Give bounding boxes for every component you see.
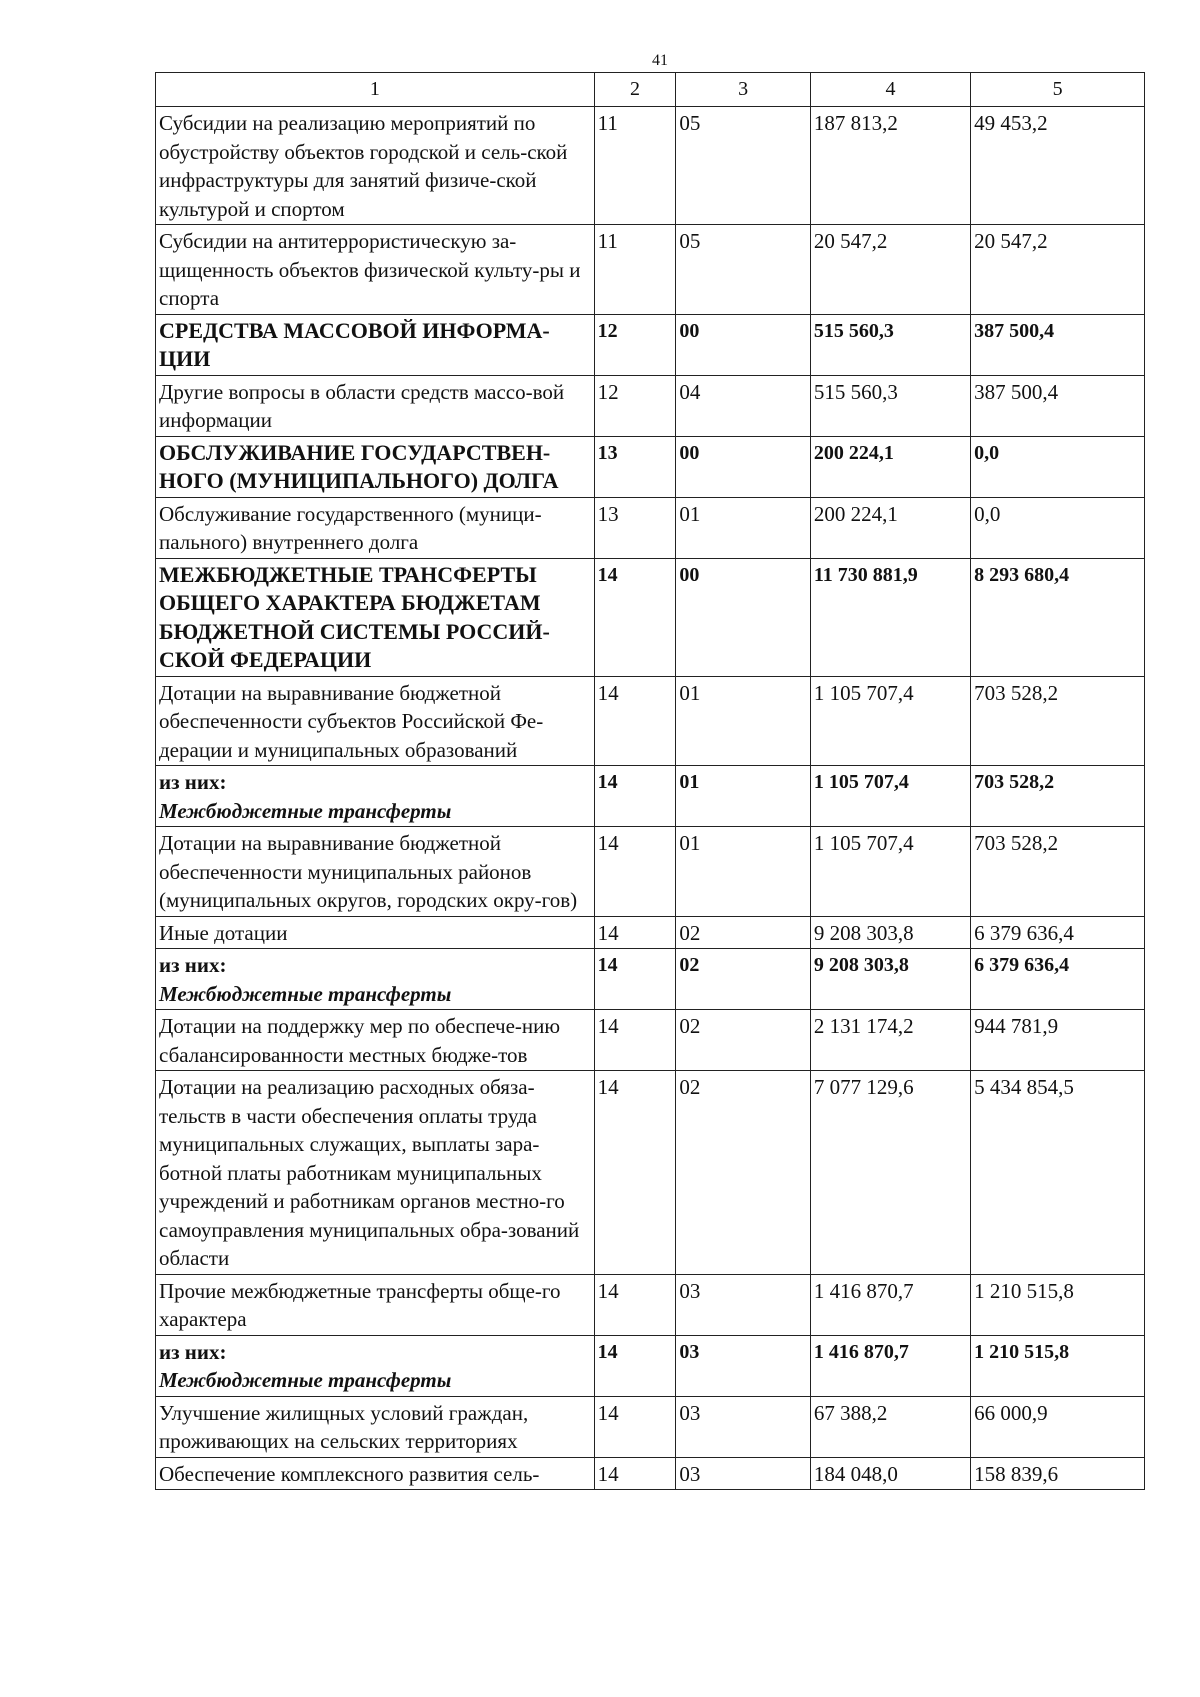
budget-table bbox=[155, 72, 1145, 1490]
amount-actual-cell: 1 210 515,8 bbox=[971, 1274, 1145, 1335]
section-code-cell: 14 bbox=[594, 676, 676, 766]
subtotal-row bbox=[156, 1335, 1145, 1396]
table-row bbox=[156, 497, 1145, 558]
section-code-cell: 14 bbox=[594, 1335, 676, 1396]
row-name-cell: Субсидии на реализацию мероприятий по обустройству объектов городской и сель-ской инфраструктуры для занятий физиче-ской культурой и спортом bbox=[156, 107, 595, 225]
row-name-cell bbox=[156, 1335, 595, 1396]
row-name-cell: Другие вопросы в области средств массо-вой информации bbox=[156, 375, 595, 436]
amount-plan-cell: 515 560,3 bbox=[810, 314, 970, 375]
row-name-sublabel: Межбюджетные трансферты bbox=[159, 1368, 452, 1392]
amount-plan-cell: 1 416 870,7 bbox=[810, 1274, 970, 1335]
row-name-cell: Дотации на реализацию расходных обяза-тельств в части обеспечения оплаты труда муниципальных служащих, выплаты зара-ботной платы работникам муниципальных учреждений и работникам органов местно-го самоуправления муниципальных обра-зований области bbox=[156, 1071, 595, 1275]
section-code-cell: 14 bbox=[594, 1274, 676, 1335]
section-code-cell: 14 bbox=[594, 827, 676, 917]
row-name-label: из них: bbox=[159, 1339, 227, 1364]
row-name-cell: Иные дотации bbox=[156, 916, 595, 949]
row-name-cell bbox=[156, 949, 595, 1010]
table-row bbox=[156, 225, 1145, 315]
section-code-cell: 13 bbox=[594, 436, 676, 497]
row-name-label: из них: bbox=[159, 953, 227, 977]
header-cell-2: 2 bbox=[594, 73, 676, 107]
amount-actual-cell: 944 781,9 bbox=[971, 1010, 1145, 1071]
amount-plan-cell: 184 048,0 bbox=[810, 1457, 970, 1490]
amount-plan-cell: 515 560,3 bbox=[810, 375, 970, 436]
row-name-cell: Улучшение жилищных условий граждан, проживающих на сельских территориях bbox=[156, 1396, 595, 1457]
subsection-code-cell: 05 bbox=[676, 225, 810, 315]
section-code-cell: 14 bbox=[594, 1071, 676, 1275]
amount-plan-cell: 2 131 174,2 bbox=[810, 1010, 970, 1071]
table-row bbox=[156, 676, 1145, 766]
amount-plan-cell: 1 105 707,4 bbox=[810, 766, 970, 827]
table-row bbox=[156, 1010, 1145, 1071]
subsection-code-cell: 02 bbox=[676, 949, 810, 1010]
amount-actual-cell: 158 839,6 bbox=[971, 1457, 1145, 1490]
subsection-code-cell: 02 bbox=[676, 1071, 810, 1275]
page-number: 41 bbox=[652, 52, 668, 69]
section-code-cell: 14 bbox=[594, 1010, 676, 1071]
amount-actual-cell: 387 500,4 bbox=[971, 314, 1145, 375]
table-row bbox=[156, 916, 1145, 949]
header-cell-4: 4 bbox=[810, 73, 970, 107]
header-cell-1: 1 bbox=[156, 73, 595, 107]
row-name-sublabel: Межбюджетные трансферты bbox=[159, 981, 452, 1006]
subsection-code-cell: 03 bbox=[676, 1274, 810, 1335]
amount-plan-cell: 20 547,2 bbox=[810, 225, 970, 315]
subsection-code-cell: 01 bbox=[676, 827, 810, 917]
table-row bbox=[156, 1396, 1145, 1457]
section-code-cell: 14 bbox=[594, 949, 676, 1010]
row-name-cell: Дотации на поддержку мер по обеспече-нию сбалансированности местных бюдже-тов bbox=[156, 1010, 595, 1071]
row-name-cell: Прочие межбюджетные трансферты обще-го характера bbox=[156, 1274, 595, 1335]
amount-plan-cell: 9 208 303,8 bbox=[810, 916, 970, 949]
table-header-row bbox=[156, 73, 1145, 107]
subsection-code-cell: 02 bbox=[676, 916, 810, 949]
amount-plan-cell: 11 730 881,9 bbox=[810, 558, 970, 676]
amount-plan-cell: 7 077 129,6 bbox=[810, 1071, 970, 1275]
amount-actual-cell: 5 434 854,5 bbox=[971, 1071, 1145, 1275]
table-row bbox=[156, 375, 1145, 436]
table-row bbox=[156, 1274, 1145, 1335]
amount-plan-cell: 1 105 707,4 bbox=[810, 676, 970, 766]
subsection-code-cell: 03 bbox=[676, 1457, 810, 1490]
amount-actual-cell: 1 210 515,8 bbox=[971, 1335, 1145, 1396]
amount-actual-cell: 6 379 636,4 bbox=[971, 949, 1145, 1010]
amount-actual-cell: 20 547,2 bbox=[971, 225, 1145, 315]
row-name-cell: Субсидии на антитеррористическую за-щищенность объектов физической культу-ры и спорта bbox=[156, 225, 595, 315]
subsection-code-cell: 03 bbox=[676, 1335, 810, 1396]
amount-plan-cell: 9 208 303,8 bbox=[810, 949, 970, 1010]
table-row bbox=[156, 827, 1145, 917]
section-row bbox=[156, 436, 1145, 497]
row-name-cell: Обслуживание государственного (муници-пального) внутреннего долга bbox=[156, 497, 595, 558]
table-row bbox=[156, 107, 1145, 225]
row-name-cell: Дотации на выравнивание бюджетной обеспеченности муниципальных районов (муниципальных округов, городских окру-гов) bbox=[156, 827, 595, 917]
amount-plan-cell: 1 416 870,7 bbox=[810, 1335, 970, 1396]
table-row bbox=[156, 1071, 1145, 1275]
amount-actual-cell: 387 500,4 bbox=[971, 375, 1145, 436]
subsection-code-cell: 04 bbox=[676, 375, 810, 436]
table-row bbox=[156, 1457, 1145, 1490]
row-name-cell: ОБСЛУЖИВАНИЕ ГОСУДАРСТВЕН-НОГО (МУНИЦИПАЛЬНОГО) ДОЛГА bbox=[156, 436, 595, 497]
amount-plan-cell: 200 224,1 bbox=[810, 436, 970, 497]
row-name-cell: СРЕДСТВА МАССОВОЙ ИНФОРМА-ЦИИ bbox=[156, 314, 595, 375]
row-name-cell bbox=[156, 766, 595, 827]
section-code-cell: 12 bbox=[594, 375, 676, 436]
section-row bbox=[156, 314, 1145, 375]
amount-actual-cell: 49 453,2 bbox=[971, 107, 1145, 225]
amount-actual-cell: 8 293 680,4 bbox=[971, 558, 1145, 676]
subsection-code-cell: 01 bbox=[676, 676, 810, 766]
amount-actual-cell: 703 528,2 bbox=[971, 676, 1145, 766]
amount-actual-cell: 66 000,9 bbox=[971, 1396, 1145, 1457]
section-code-cell: 14 bbox=[594, 558, 676, 676]
subsection-code-cell: 01 bbox=[676, 766, 810, 827]
row-name-label: из них: bbox=[159, 770, 227, 794]
amount-actual-cell: 0,0 bbox=[971, 436, 1145, 497]
section-code-cell: 12 bbox=[594, 314, 676, 375]
subsection-code-cell: 01 bbox=[676, 497, 810, 558]
subsection-code-cell: 00 bbox=[676, 558, 810, 676]
header-cell-5: 5 bbox=[971, 73, 1145, 107]
amount-actual-cell: 0,0 bbox=[971, 497, 1145, 558]
section-row bbox=[156, 558, 1145, 676]
section-code-cell: 14 bbox=[594, 766, 676, 827]
section-code-cell: 11 bbox=[594, 107, 676, 225]
row-name-sublabel: Межбюджетные трансферты bbox=[159, 798, 452, 823]
subtotal-row bbox=[156, 949, 1145, 1010]
subsection-code-cell: 00 bbox=[676, 314, 810, 375]
section-code-cell: 13 bbox=[594, 497, 676, 558]
subtotal-row bbox=[156, 766, 1145, 827]
amount-plan-cell: 1 105 707,4 bbox=[810, 827, 970, 917]
amount-actual-cell: 703 528,2 bbox=[971, 766, 1145, 827]
amount-actual-cell: 703 528,2 bbox=[971, 827, 1145, 917]
amount-plan-cell: 200 224,1 bbox=[810, 497, 970, 558]
row-name-cell: Обеспечение комплексного развития сель- bbox=[156, 1457, 595, 1490]
row-name-cell: МЕЖБЮДЖЕТНЫЕ ТРАНСФЕРТЫ ОБЩЕГО ХАРАКТЕРА БЮДЖЕТАМ БЮДЖЕТНОЙ СИСТЕМЫ РОССИЙ-СКОЙ ФЕДЕРАЦИИ bbox=[156, 558, 595, 676]
row-name-cell: Дотации на выравнивание бюджетной обеспеченности субъектов Российской Фе-дерации и муниципальных образований bbox=[156, 676, 595, 766]
amount-plan-cell: 67 388,2 bbox=[810, 1396, 970, 1457]
section-code-cell: 14 bbox=[594, 1457, 676, 1490]
section-code-cell: 14 bbox=[594, 1396, 676, 1457]
subsection-code-cell: 00 bbox=[676, 436, 810, 497]
amount-plan-cell: 187 813,2 bbox=[810, 107, 970, 225]
subsection-code-cell: 05 bbox=[676, 107, 810, 225]
subsection-code-cell: 03 bbox=[676, 1396, 810, 1457]
amount-actual-cell: 6 379 636,4 bbox=[971, 916, 1145, 949]
subsection-code-cell: 02 bbox=[676, 1010, 810, 1071]
header-cell-3: 3 bbox=[676, 73, 810, 107]
section-code-cell: 11 bbox=[594, 225, 676, 315]
section-code-cell: 14 bbox=[594, 916, 676, 949]
